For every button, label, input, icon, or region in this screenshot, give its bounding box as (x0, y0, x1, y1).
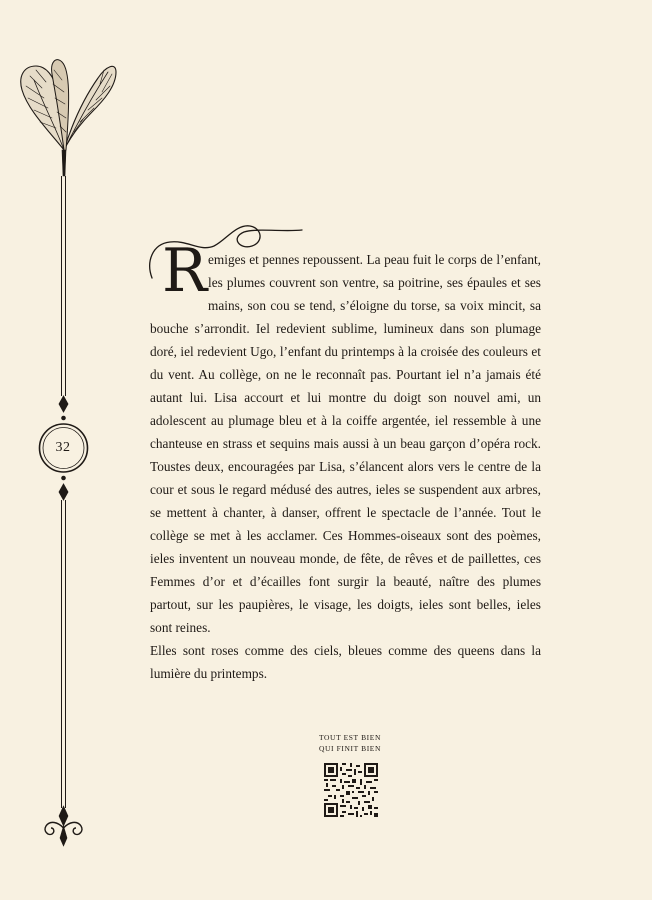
page-number: 32 (55, 440, 71, 455)
vertical-rule (59, 176, 68, 808)
paragraph: Elles sont roses comme des ciels, bleues comme des queens dans la lumière du printemps. (150, 643, 541, 681)
paragraph (150, 236, 541, 639)
footer-label (290, 732, 410, 754)
qr-code-icon[interactable] (324, 763, 378, 817)
dropcap (150, 236, 208, 306)
footer-line: QUI FINIT BIEN (318, 744, 381, 753)
body-text (150, 236, 541, 685)
feather-plume-icon (21, 60, 116, 176)
footer-line: TOUT EST BIEN (319, 733, 381, 742)
dropcap-letter: R (162, 236, 208, 306)
fleuron-icon (45, 806, 82, 846)
paragraph-text: emiges et pennes repoussent. La peau fuit le corps de l’enfant, les plumes couvrent son ventre, sa poitrine, ses épaules et ses mains, son cou se tend, s’éloigne du torse, sa voix mincit, sa bouche s’arrondit. Iel redevient sublime, lumineux dans son plumage doré, iel redevient Ugo, l’enfant du printemps à la croisée des couleurs et du vent. Au collège, on ne le reconnaît pas. Pourtant iel n’a jamais été autant lui. Lisa accourt et lui montre du doigt son nouvel ami, un adolescent au plumage bleu et à la coiffe argentée, iel ressemble à une chanteuse en strass et sequins mais aussi à un beau garçon d’opéra rock. Toustes deux, encouragées par Lisa, s’élancent alors vers le centre de la cour et sous le regard médusé des autres, ieles se suspendent aux arbres, se mettent à chanter, à danser, offrent le spectacle de l’année. Tout le collège se met à les acclamer. Ces Hommes-oiseaux sont des poèmes, ieles inventent un nouveau monde, de fête, de rêves et de paillettes, ces Femmes d’or et d’écailles font surgir la beauté, naître des plumes partout, sur les paupières, le visage, les doigts, ieles sont belles, ieles sont reines. (150, 252, 541, 635)
